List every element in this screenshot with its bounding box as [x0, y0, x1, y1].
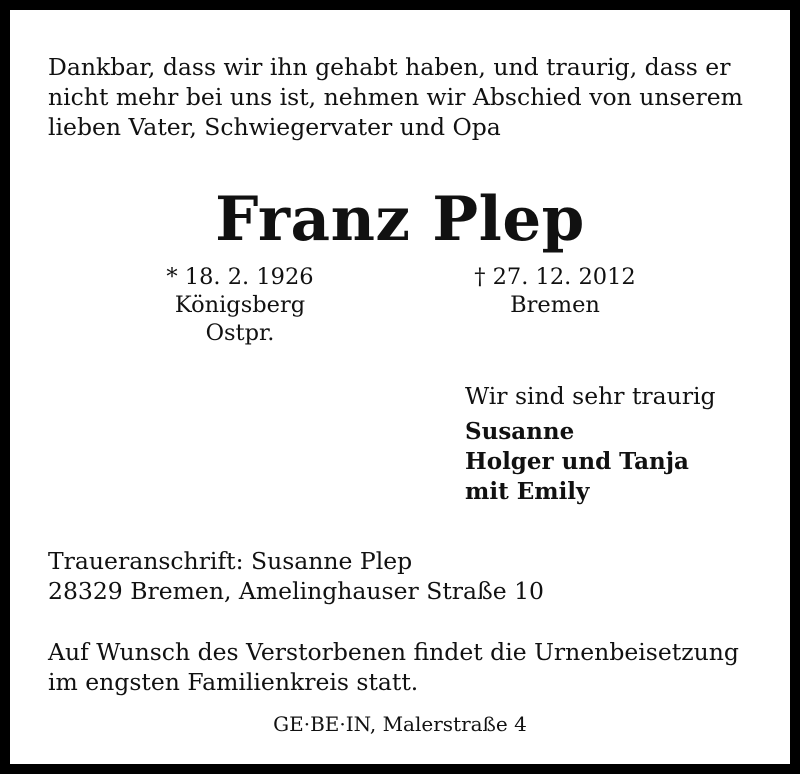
death-date: † 27. 12. 2012 [474, 264, 636, 290]
burial-line: im engsten Familienkreis statt. [48, 668, 419, 696]
mourners-block [465, 381, 785, 507]
deceased-name: Franz Plep [215, 184, 585, 255]
mourner-name: Susanne [465, 418, 575, 445]
mourning-address [48, 546, 788, 606]
burial-line: Auf Wunsch des Verstorbenen findet die Urnenbeisetzung [48, 638, 739, 666]
intro-line: Dankbar, dass wir ihn gehabt haben, und traurig, dass er [48, 53, 731, 81]
address-line: 28329 Bremen, Amelinghauser Straße 10 [48, 577, 544, 605]
birth-info [140, 263, 340, 347]
mourner-names [465, 417, 785, 507]
mourner-name: mit Emily [465, 478, 590, 505]
intro-line: nicht mehr bei uns ist, nehmen wir Abschied von unserem [48, 83, 743, 111]
birth-date: * 18. 2. 1926 [166, 264, 314, 290]
death-place-line: Bremen [510, 292, 600, 318]
birth-place-line: Ostpr. [205, 320, 275, 346]
funeral-agency: GE·BE·IN, Malerstraße 4 [273, 712, 527, 736]
birth-place-line: Königsberg [174, 292, 306, 318]
death-info [440, 263, 670, 319]
intro-line: lieben Vater, Schwiegervater und Opa [48, 113, 501, 141]
burial-notice [48, 637, 788, 697]
mourners-lead: Wir sind sehr traurig [465, 382, 716, 410]
intro-text [48, 52, 788, 142]
address-line: Traueranschrift: Susanne Plep [48, 547, 413, 575]
mourner-name: Holger und Tanja [465, 448, 689, 475]
